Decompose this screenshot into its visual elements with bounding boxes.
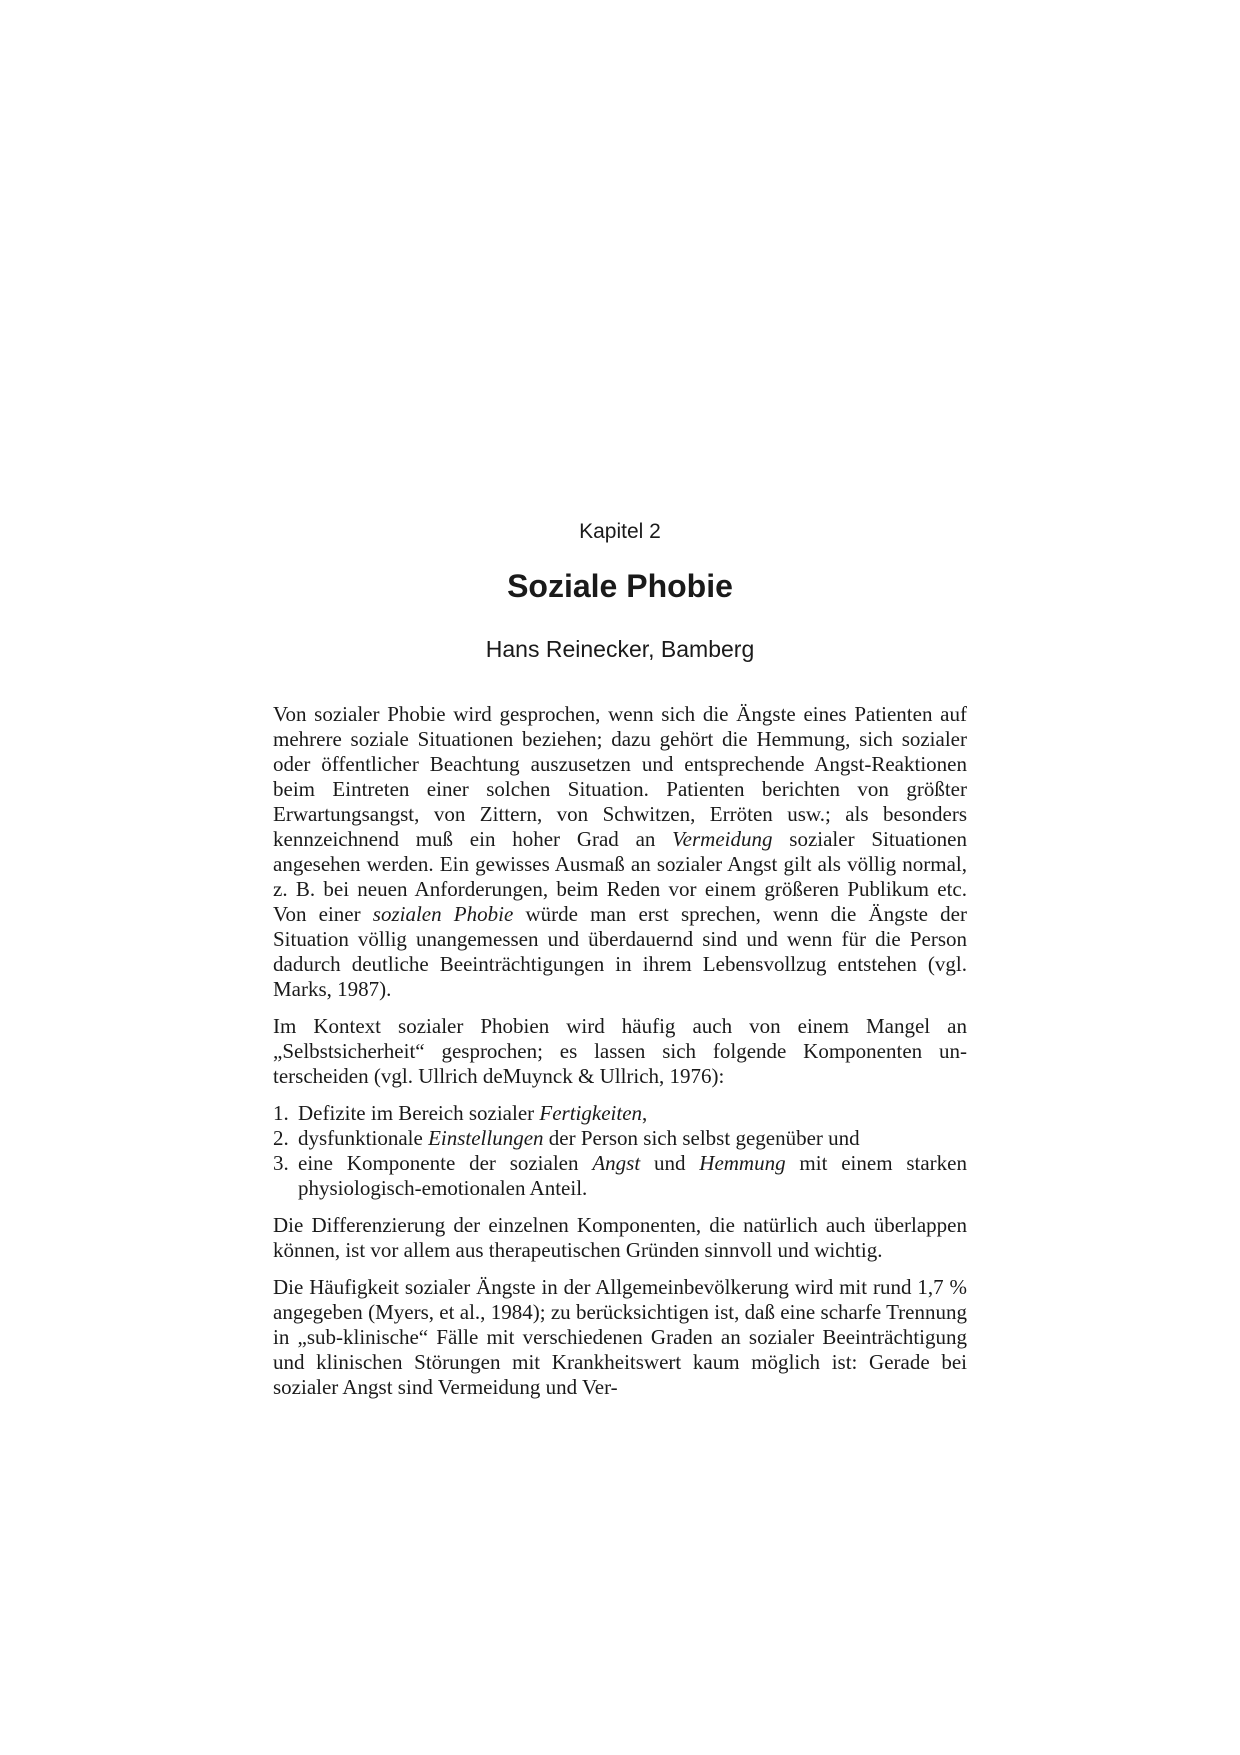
list-item-text: dysfunktionale (298, 1126, 429, 1150)
list-number: 1. (273, 1101, 289, 1125)
term-hemmung: Hemmung (699, 1151, 786, 1175)
paragraph-2: Im Kontext sozialer Phobien wird häufig auch von einem Mangel an „Selbstsicherheit“ gesprochen; es lassen sich folgende Komponenten unterscheiden (vgl. Ullrich deMuynck & Ullrich, 1976): (273, 1014, 967, 1088)
list-number: 3. (273, 1151, 289, 1175)
term-soziale-phobie: sozialen Phobie (372, 902, 514, 926)
term-fertigkeiten: Fertigkeiten (539, 1101, 643, 1125)
list-item-text: der Person sich selbst gegenüber und (543, 1126, 860, 1150)
paragraph-1-part-b: sozialer Situationen angesehen werden. Ein gewisses Ausmaß an sozialer Angst gilt als völlig normal, z. B. bei neuen Anforderungen, beim Reden vor einem größeren Publikum etc. Von einer (273, 827, 967, 926)
author-line: Hans Reinecker, Bamberg (485, 636, 755, 662)
list-item (273, 1101, 967, 1126)
term-einstellungen: Einstellungen (428, 1126, 544, 1150)
list-item (273, 1126, 967, 1151)
chapter-title: Soziale Phobie (507, 568, 733, 604)
list-number: 2. (273, 1126, 289, 1150)
components-list (273, 1101, 967, 1201)
list-item-text: Defizite im Bereich sozialer (298, 1101, 540, 1125)
list-item-text: eine Komponente der sozialen (298, 1151, 593, 1175)
list-item (273, 1151, 967, 1201)
list-item-text: , (642, 1101, 648, 1125)
list-item-text: mit einem starken physiologisch-emotionalen Anteil. (298, 1151, 967, 1200)
paragraph-1-part-a: Von sozialer Phobie wird gesprochen, wenn sich die Ängste eines Patienten auf mehrere soziale Situationen beziehen; dazu gehört die Hemmung, sich sozialer oder öffentlicher Beachtung auszusetzen und entsprechende Angst-Reaktionen beim Eintreten einer solchen Situation. Patienten berichten von größter Erwartungsangst, von Zittern, von Schwitzen, Erröten usw.; als besonders kennzeichnend muß ein hoher Grad an (273, 702, 967, 851)
list-item-text: und (640, 1151, 700, 1175)
paragraph-4: Die Häufigkeit sozialer Ängste in der Allgemeinbevölkerung wird mit rund 1,7 % angegeben (Myers, et al., 1984); zu berücksichtigen ist, daß eine scharfe Trennung in „sub-klinische“ Fälle mit verschiedenen Graden an sozialer Beeinträchtigung und klinischen Störungen mit Krankheitswert kaum möglich ist: Gerade bei sozialer Angst sind Vermeidung und Ver- (273, 1275, 967, 1399)
paragraph-1 (273, 702, 967, 1002)
chapter-label: Kapitel 2 (579, 520, 661, 543)
term-vermeidung: Vermeidung (672, 827, 773, 851)
paragraph-3: Die Differenzierung der einzelnen Komponenten, die natürlich auch überlappen können, ist vor allem aus therapeutischen Gründen sinnvoll und wichtig. (273, 1213, 967, 1262)
term-angst: Angst (592, 1151, 641, 1175)
paragraph-1-part-c: würde man erst sprechen, wenn die Ängste der Situation völlig unangemessen und überdauernd sind und wenn für die Person dadurch deutliche Beeinträchtigungen in ihrem Lebensvollzug entstehen (vgl. Marks, 1987). (273, 902, 967, 1001)
body-text (273, 702, 967, 1412)
